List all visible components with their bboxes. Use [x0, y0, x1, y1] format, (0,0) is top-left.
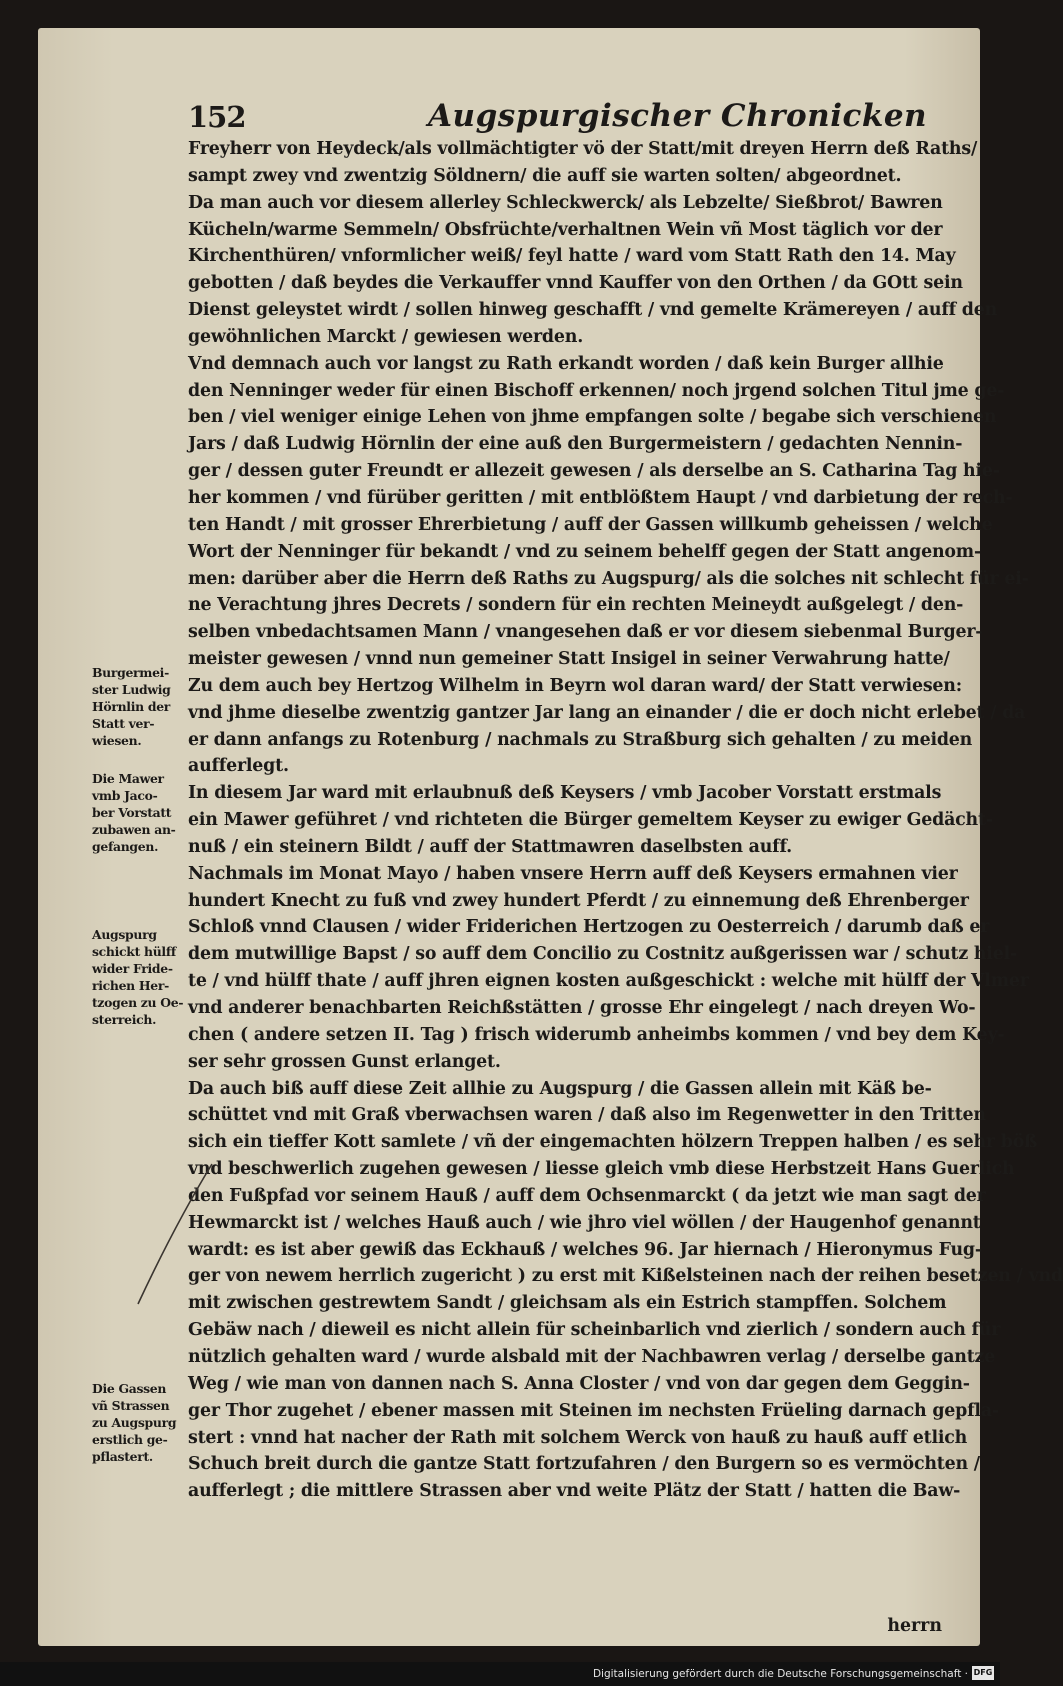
text-line: Hewmarckt ist / welches Hauß auch / wie jhro viel wöllen / der Haugenhof genannt	[188, 1212, 981, 1233]
text-line: vnd jhme dieselbe zwentzig gantzer Jar lang an einander / die er doch nicht erlebet / da	[188, 702, 1026, 723]
main-text-column	[188, 136, 1063, 1505]
text-line: Jars / daß Ludwig Hörnlin der eine auß den Burgermeistern / gedachten Nennin-	[188, 434, 963, 455]
text-line: vnd anderer benachbarten Reichßstätten / grosse Ehr eingelegt / nach dreyen Wo-	[188, 998, 976, 1018]
text-line: vnd beschwerlich zugehen gewesen / liesse gleich vmb diese Herbstzeit Hans Guerlich	[188, 1159, 1015, 1180]
text-line: selben vnbedachtsamen Mann / vnangesehen daß er vor diesem siebenmal Burger-	[188, 622, 983, 643]
text-line: aufferlegt ; die mittlere Strassen aber vnd weite Plätz der Statt / hatten die Baw-	[188, 1481, 961, 1502]
text-line: den Nenninger weder für einen Bischoff erkennen/ noch jrgend solchen Titul jme ge-	[188, 380, 1005, 401]
margin-note-gassen: Die Gassen vñ Strassen zu Augspurg erstlich ge- pflastert.	[92, 1381, 177, 1464]
text-line: er dann anfangs zu Rotenburg / nachmals zu Straßburg sich gehalten / zu meiden	[188, 729, 973, 750]
text-line: Kücheln/warme Semmeln/ Obsfrüchte/verhaltnen Wein vñ Most täglich vor der	[188, 219, 943, 240]
text-line: Zu dem auch bey Hertzog Wilhelm in Beyrn wol daran ward/ der Statt verwiesen:	[188, 675, 962, 696]
text-line: men: darüber aber die Herrn deß Raths zu Augspurg/ als die solches nit schlecht für ei-	[188, 568, 1029, 589]
text-line: den Fußpfad vor seinem Hauß / auff dem Ochsenmarckt ( da jetzt wie man sagt der	[188, 1185, 986, 1206]
text-line: ger Thor zugehet / ebener massen mit Steinen im nechsten Früeling darnach gepfla-	[188, 1400, 999, 1421]
margin-note-mawer: Die Mawer vmb Jaco- ber Vorstatt zubawen an- gefangen.	[92, 771, 176, 854]
text-line: ein Mawer geführet / vnd richteten die Bürger gemeltem Keyser zu ewiger Gedächt-	[188, 810, 993, 831]
text-line: schüttet vnd mit Graß vberwachsen waren / daß also im Regenwetter in den Tritten	[188, 1105, 986, 1126]
text-line: Dienst geleystet wirdt / sollen hinweg geschafft / vnd gemelte Krämereyen / auff den	[188, 300, 998, 321]
digitization-credit: Digitalisierung gefördert durch die Deutsche Forschungsgemeinschaft ·	[592, 1668, 968, 1680]
margin-note-huelff: Augspurg schickt hülff wider Fride- richen Her- tzogen zu Oe- sterreich.	[92, 927, 184, 1027]
text-line: wardt: es ist aber gewiß das Eckhauß / welches 96. Jar hiernach / Hieronymus Fug-	[188, 1239, 982, 1260]
text-line: Kirchenthüren/ vnformlicher weiß/ feyl hatte / ward vom Statt Rath den 14. May	[188, 246, 956, 267]
text-line: meister gewesen / vnnd nun gemeiner Statt Insigel in seiner Verwahrung hatte/	[188, 649, 950, 670]
text-line: te / vnd hülff thate / auff jhren eignen kosten außgeschickt : welche mit hülff der Vlmer	[188, 971, 1029, 992]
text-line: Gebäw nach / dieweil es nicht allein für scheinbarlich vnd zierlich / sondern auch für	[188, 1320, 1001, 1341]
text-line: Nachmals im Monat Mayo / haben vnsere Herrn auff deß Keysers ermahnen vier	[188, 863, 958, 884]
catchword: herrn	[887, 1616, 942, 1636]
text-line: Schuch breit durch die gantze Statt fortzufahren / den Burgern so es vermöchten /	[188, 1454, 980, 1475]
margin-note-hoernlin: Burgermei- ster Ludwig Hörnlin der Statt ver- wiesen.	[92, 665, 171, 748]
text-line: ten Handt / mit grosser Ehrerbietung / auff der Gassen willkumb geheissen / welche	[188, 514, 993, 535]
page-header	[188, 98, 943, 134]
text-line: nuß / ein steinern Bildt / auff der Stattmawren daselbsten auff.	[188, 836, 792, 857]
text-line: Vnd demnach auch vor langst zu Rath erkandt worden / daß kein Burger allhie	[188, 353, 944, 374]
text-line: ser sehr grossen Gunst erlanget.	[188, 1051, 501, 1072]
text-line: Da man auch vor diesem allerley Schleckwerck/ als Lebzelte/ Sießbrot/ Bawren	[188, 192, 943, 213]
text-line: her kommen / vnd fürüber geritten / mit entblößtem Haupt / vnd darbietung der rech-	[188, 487, 1013, 508]
text-line: aufferlegt.	[188, 756, 289, 777]
text-line: nützlich gehalten ward / wurde alsbald mit der Nachbawren verlag / derselbe gantze	[188, 1346, 996, 1367]
text-line: Da auch biß auff diese Zeit allhie zu Augspurg / die Gassen allein mit Käß be-	[188, 1078, 932, 1099]
text-line: stert : vnnd hat nacher der Rath mit solchem Werck von hauß zu hauß auff etlich	[188, 1427, 968, 1448]
dfg-logo-icon: DFG	[972, 1666, 994, 1680]
running-title: Augspurgischer Chronicken	[428, 98, 928, 134]
text-line: Weg / wie man von dannen nach S. Anna Closter / vnd von dar gegen dem Geggin-	[188, 1373, 970, 1394]
text-line: Wort der Nenninger für bekandt / vnd zu seinem behelff gegen der Statt angenom-	[188, 541, 982, 562]
text-line: gewöhnlichen Marckt / gewiesen werden.	[188, 326, 584, 347]
pen-mark-decoration	[130, 1160, 220, 1310]
text-line: gebotten / daß beydes die Verkauffer vnnd Kauffer von den Orthen / da GOtt sein	[188, 273, 963, 294]
text-line: sampt zwey vnd zwentzig Söldnern/ die auff sie warten solten/ abgeordnet.	[188, 165, 902, 186]
text-line: hundert Knecht zu fuß vnd zwey hundert Pferdt / zu einnemung deß Ehrenberger	[188, 890, 969, 911]
text-line: chen ( andere setzen II. Tag ) frisch widerumb anheimbs kommen / vnd bey dem Key-	[188, 1024, 1005, 1045]
text-line: ben / viel weniger einige Lehen von jhme empfangen solte / begabe sich verschienen	[188, 407, 997, 428]
text-line: mit zwischen gestrewtem Sandt / gleichsam als ein Estrich stampffen. Solchem	[188, 1293, 947, 1314]
text-line: In diesem Jar ward mit erlaubnuß deß Keysers / vmb Jacober Vorstatt erstmals	[188, 783, 942, 804]
text-line: dem mutwillige Bapst / so auff dem Concilio zu Costnitz außgerissen war / schutz hiel-	[188, 944, 1017, 965]
text-line: ne Verachtung jhres Decrets / sondern für ein rechten Meineydt außgelegt / den-	[188, 595, 964, 616]
page-number: 152	[188, 100, 246, 134]
text-line: sich ein tieffer Kott samlete / vñ der eingemachten hölzern Treppen halben / es sehr böß	[188, 1132, 1038, 1153]
text-line: ger von newem herrlich zugericht ) zu erst mit Kißelsteinen nach der reihen besetzen / vnd	[188, 1266, 1063, 1287]
text-line: ger / dessen guter Freundt er allezeit gewesen / als derselbe an S. Catharina Tag hie-	[188, 461, 1000, 482]
text-line: Schloß vnnd Clausen / wider Friderichen Hertzogen zu Oesterreich / darumb daß er	[188, 917, 990, 938]
text-line: Freyherr von Heydeck/als vollmächtigter vö der Statt/mit dreyen Herrn deß Raths/	[188, 139, 978, 159]
